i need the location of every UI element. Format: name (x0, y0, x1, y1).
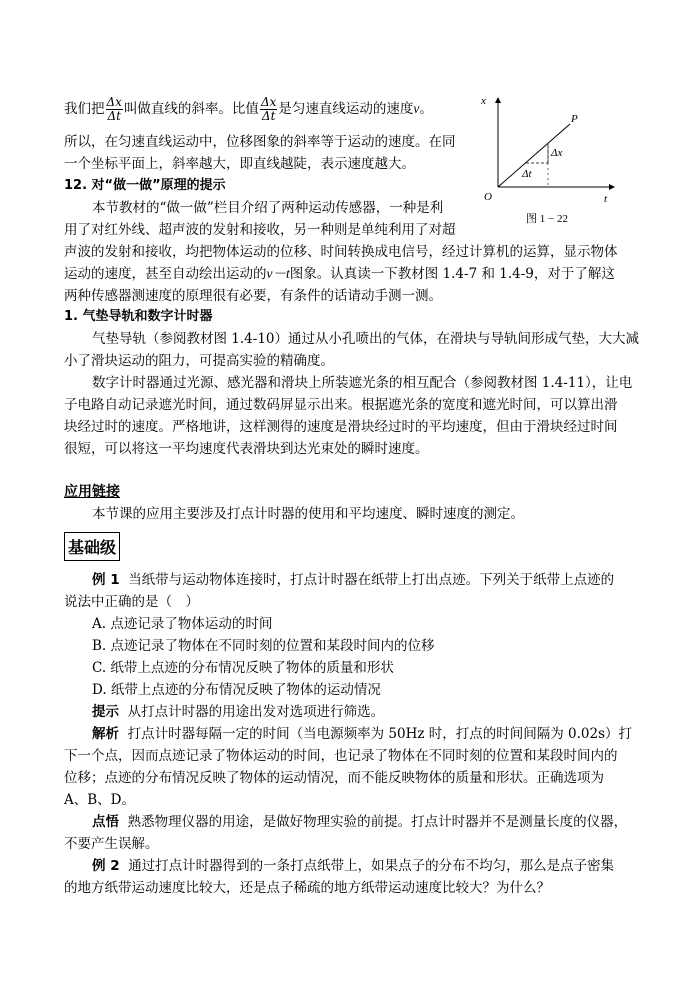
fraction-dx-dt: $\frac{\Delta x}{\Delta t}$ (260, 95, 277, 123)
option-c: C. 纸带上点迹的分布情况反映了物体的质量和形状 (92, 660, 394, 676)
intro-line-3: 一个坐标平面上，斜率越大，即直线越陡，表示速度越大。 (64, 156, 415, 172)
sec1-b-line-2: 子电路自动记录遮光时间，通过数码屏显示出来。根据遮光条的宽度和遮光时间，可以算出滑 (64, 397, 618, 413)
example-2-question-line-1: 例 2 通过打点计时器得到的一条打点纸带上，如果点子的分布不均匀，那么是点子密集 (92, 858, 615, 874)
example-1-label: 例 1 (92, 572, 120, 588)
level-badge: 基础级 (64, 532, 120, 561)
sec1-a-line-2: 小了滑块运动的阻力，可提高实验的精确度。 (64, 353, 334, 369)
vt-formula: v－t (266, 266, 290, 281)
example-1-question-line-2: 说法中正确的是（ ） (64, 594, 199, 610)
sec12-line-4: 运动的速度，甚至自动绘出运动的v－t图象。认真读一下教材图 1.4-7 和 1.4-9，对于了解这 (64, 266, 615, 282)
hint-line: 提示 从打点计时器的用途出发对选项进行筛选。 (92, 704, 385, 720)
intro-text: 我们把 (64, 101, 105, 117)
option-a: A. 点迹记录了物体运动的时间 (92, 616, 273, 632)
intro-text: 是匀速直线运动的速度 (278, 101, 414, 117)
sec12-line-1: 本节教材的“做一做”栏目介绍了两种运动传感器，一种是利 (92, 200, 444, 216)
section-12-heading: 12. 对“做一做”原理的提示 (64, 178, 226, 193)
section-1-heading: 1. 气垫导轨和数字计时器 (64, 309, 213, 324)
intro-text: 叫做直线的斜率。比值 (123, 101, 259, 117)
hint-label: 提示 (92, 704, 119, 720)
point-p-label: P (571, 113, 578, 125)
intro-line-1 (64, 96, 433, 123)
intro-text: 。 (419, 101, 433, 117)
intro-line-2: 所以，在匀速直线运动中，位移图象的斜率等于运动的速度。在同 (64, 134, 456, 150)
sec12-line-3: 声波的发射和接收，均把物体运动的位移、时间转换成电信号，经过计算机的运算，显示物体 (64, 244, 618, 260)
sec1-b-line-1: 数字计时器通过光源、感光器和滑块上所装遮光条的相互配合（参阅教材图 1.4-11），让电 (92, 375, 633, 391)
tip-label: 点悟 (92, 814, 119, 830)
analysis-line-2: 下一个点，因而点迹记录了物体运动的时间，也记录了物体在不同时刻的位置和某段时间内的 (64, 748, 618, 764)
option-d: D. 纸带上点迹的分布情况反映了物体的运动情况 (92, 682, 381, 698)
delta-t-label: Δt (522, 168, 532, 180)
t-axis-label: t (604, 193, 608, 205)
sec1-b-line-3: 块经过时的速度。严格地讲，这样测得的速度是滑块经过时的平均速度，但由于滑块经过时间 (64, 419, 618, 435)
x-axis-label: x (481, 95, 486, 107)
sec1-b-line-4: 很短，可以将这一平均速度代表滑块到达光束处的瞬时速度。 (64, 441, 429, 457)
fraction-dx-dt: $\frac{\Delta x}{\Delta t}$ (106, 95, 122, 123)
application-heading: 应用链接 (64, 484, 120, 500)
position-time-graph (478, 92, 618, 230)
analysis-line-3: 位移；点迹的分布情况反映了物体的运动情况，而不能反映物体的质量和形状。正确选项为 (64, 770, 604, 786)
option-b: B. 点迹记录了物体在不同时刻的位置和某段时间内的位移 (92, 638, 435, 654)
example-2-label: 例 2 (92, 858, 120, 874)
analysis-line-1: 解析 打点计时器每隔一定的时间（当电源频率为 50Hz 时，打点的时间间隔为 0.02s）打 (92, 726, 633, 742)
figure-caption: 图 1 − 22 (526, 213, 568, 225)
sec12-line-5: 两种传感器测速度的原理很有必要，有条件的话请动手测一测。 (64, 288, 442, 304)
origin-label: O (484, 191, 492, 203)
example-1-question-line-1: 例 1 当纸带与运动物体连接时，打点计时器在纸带上打出点迹。下列关于纸带上点迹的 (92, 572, 615, 588)
sec1-a-line-1: 气垫导轨（参阅教材图 1.4-10）通过从小孔喷出的气体，在滑块与导轨间形成气垫，大大减 (92, 331, 639, 347)
application-text: 本节课的应用主要涉及打点计时器的使用和平均速度、瞬时速度的测定。 (92, 506, 524, 522)
velocity-symbol: v (413, 101, 420, 116)
tip-line-2: 不要产生误解。 (64, 836, 159, 852)
example-2-question-line-2: 的地方纸带运动速度比较大，还是点子稀疏的地方纸带运动速度比较大？为什么？ (64, 880, 550, 896)
analysis-line-4: A、B、D。 (64, 792, 135, 808)
sec12-line-2: 用了对红外线、超声波的发射和接收，另一种则是单纯利用了对超 (64, 222, 456, 238)
delta-x-label: Δx (551, 147, 563, 159)
analysis-label: 解析 (92, 726, 119, 742)
tip-line-1: 点悟 熟悉物理仪器的用途，是做好物理实验的前提。打点计时器并不是测量长度的仪器， (92, 814, 628, 830)
